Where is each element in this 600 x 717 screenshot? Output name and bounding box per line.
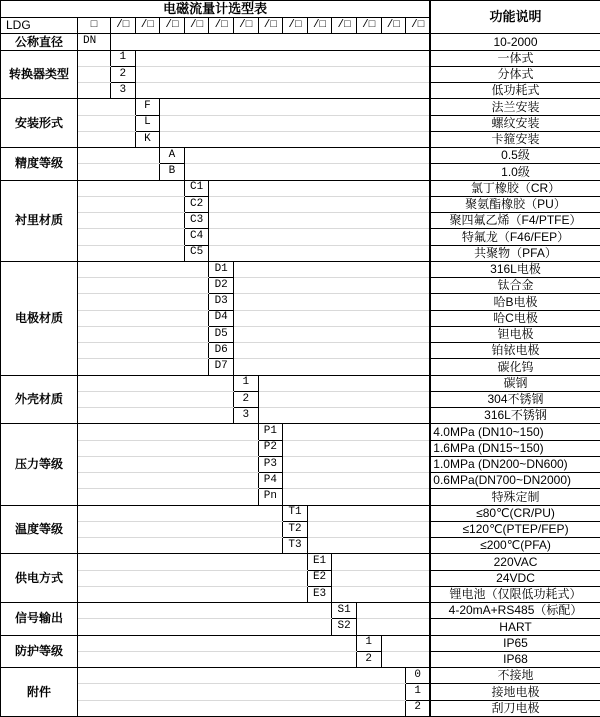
spacer: [78, 391, 234, 407]
spacer: [233, 294, 430, 310]
spacer: [283, 473, 431, 489]
spacer: [78, 359, 209, 375]
spacer: [283, 456, 431, 472]
option-code: DN: [78, 34, 111, 50]
spacer: [209, 245, 430, 261]
spacer: [78, 66, 111, 82]
spacer: [78, 213, 185, 229]
category-label: 温度等级: [1, 505, 78, 554]
category-label: 附件: [1, 668, 78, 717]
spacer: [258, 408, 430, 424]
spacer: [78, 245, 185, 261]
category-row: [1, 148, 600, 164]
option-code: 2: [356, 651, 381, 667]
option-code: E3: [307, 586, 332, 602]
category-row: [1, 180, 600, 196]
option-desc: 法兰安装: [430, 99, 600, 115]
option-code: D1: [209, 261, 234, 277]
spacer: [307, 538, 430, 554]
category-row: [1, 521, 600, 537]
category-row: [1, 326, 600, 342]
model-box-cell: □: [78, 18, 111, 34]
option-code: P2: [258, 440, 283, 456]
spacer: [184, 148, 430, 164]
category-row: [1, 359, 600, 375]
option-code: D6: [209, 343, 234, 359]
spacer: [78, 473, 259, 489]
option-desc: 接地电极: [430, 684, 600, 700]
option-code: 1: [233, 375, 258, 391]
spacer: [160, 99, 431, 115]
spacer: [381, 635, 430, 651]
category-row: [1, 489, 600, 505]
spacer: [78, 505, 283, 521]
slot-cell: /□: [381, 18, 406, 34]
spacer: [78, 83, 111, 99]
table-title: 电磁流量计选型表: [1, 1, 431, 18]
option-desc: 0.6MPa(DN700~DN2000): [430, 473, 600, 489]
slot-cell: /□: [283, 18, 308, 34]
option-desc: 4-20mA+RS485（标配）: [430, 603, 600, 619]
option-code: 1: [406, 684, 431, 700]
option-desc: 聚四氟乙烯（F4/PTFE）: [430, 213, 600, 229]
spacer: [160, 115, 431, 131]
spacer: [78, 586, 308, 602]
spacer: [78, 148, 160, 164]
category-label: 电极材质: [1, 261, 78, 375]
spacer: [78, 310, 209, 326]
option-desc: 特氟龙（F46/FEP）: [430, 229, 600, 245]
spacer: [233, 310, 430, 326]
spacer: [78, 375, 234, 391]
option-code: E1: [307, 554, 332, 570]
option-code: P1: [258, 424, 283, 440]
category-row: [1, 456, 600, 472]
spacer: [209, 180, 430, 196]
spacer: [283, 440, 431, 456]
option-desc: 不接地: [430, 668, 600, 684]
option-desc: 碳钢: [430, 375, 600, 391]
slot-cell: /□: [258, 18, 283, 34]
spacer: [209, 196, 430, 212]
spacer: [332, 570, 430, 586]
category-row: [1, 294, 600, 310]
option-code: 2: [111, 66, 136, 82]
spacer: [135, 66, 430, 82]
option-code: D4: [209, 310, 234, 326]
category-row: [1, 684, 600, 700]
option-desc: ≤80℃(CR/PU): [430, 505, 600, 521]
category-row-dn: [1, 34, 600, 50]
category-row: [1, 115, 600, 131]
category-row: [1, 619, 600, 635]
option-desc: 钽电极: [430, 326, 600, 342]
option-desc: 1.0级: [430, 164, 600, 180]
option-code: L: [135, 115, 160, 131]
option-desc: IP68: [430, 651, 600, 667]
option-desc: 304不锈钢: [430, 391, 600, 407]
option-code: B: [160, 164, 185, 180]
spacer: [78, 278, 209, 294]
spacer: [78, 196, 185, 212]
spacer: [135, 83, 430, 99]
spacer: [78, 180, 185, 196]
option-desc: 220VAC: [430, 554, 600, 570]
spacer: [184, 164, 430, 180]
spacer: [78, 408, 234, 424]
spacer: [233, 359, 430, 375]
category-label: 精度等级: [1, 148, 78, 181]
category-row: [1, 164, 600, 180]
spacer: [307, 505, 430, 521]
slot-cell: /□: [406, 18, 431, 34]
spacer: [78, 131, 136, 147]
option-desc: 碳化钨: [430, 359, 600, 375]
option-code: T1: [283, 505, 308, 521]
spacer: [78, 164, 160, 180]
category-row: [1, 473, 600, 489]
option-desc: 特殊定制: [430, 489, 600, 505]
slot-cell: /□: [135, 18, 160, 34]
category-label: 安装形式: [1, 99, 78, 148]
spacer: [78, 603, 332, 619]
category-row: [1, 66, 600, 82]
slot-cell: /□: [233, 18, 258, 34]
spacer: [78, 115, 136, 131]
spacer: [78, 489, 259, 505]
spacer: [78, 651, 357, 667]
slot-cell: /□: [111, 18, 136, 34]
spacer: [233, 326, 430, 342]
category-row: [1, 310, 600, 326]
slot-cell: /□: [356, 18, 381, 34]
option-code: D3: [209, 294, 234, 310]
option-code: C2: [184, 196, 209, 212]
spacer: [78, 619, 332, 635]
option-desc: 共聚物（PFA）: [430, 245, 600, 261]
category-row: [1, 50, 600, 66]
category-row: [1, 261, 600, 277]
category-label: 转换器类型: [1, 50, 78, 99]
option-code: P3: [258, 456, 283, 472]
slot-cell: /□: [332, 18, 357, 34]
category-row: [1, 635, 600, 651]
function-column-header: 功能说明: [430, 1, 600, 34]
option-code: C4: [184, 229, 209, 245]
spacer: [332, 586, 430, 602]
option-desc: 氯丁橡胶（CR）: [430, 180, 600, 196]
option-desc: 钛合金: [430, 278, 600, 294]
spacer: [307, 521, 430, 537]
spacer: [78, 635, 357, 651]
option-desc: 4.0MPa (DN10~150): [430, 424, 600, 440]
option-desc: 卡箍安装: [430, 131, 600, 147]
category-row: [1, 83, 600, 99]
slot-cell: /□: [160, 18, 185, 34]
category-label: 压力等级: [1, 424, 78, 505]
slot-cell: /□: [184, 18, 209, 34]
spacer: [78, 440, 259, 456]
option-desc: ≤120℃(PTEP/FEP): [430, 521, 600, 537]
option-code: F: [135, 99, 160, 115]
option-code: P4: [258, 473, 283, 489]
category-row: [1, 408, 600, 424]
option-desc: 哈B电极: [430, 294, 600, 310]
option-desc: 24VDC: [430, 570, 600, 586]
category-row: [1, 440, 600, 456]
model-prefix: LDG: [1, 18, 78, 34]
category-row: [1, 196, 600, 212]
category-row: [1, 99, 600, 115]
option-desc: 一体式: [430, 50, 600, 66]
option-desc: 锂电池（仅限低功耗式）: [430, 586, 600, 602]
category-row: [1, 505, 600, 521]
category-row: [1, 651, 600, 667]
option-desc: IP65: [430, 635, 600, 651]
option-code: D5: [209, 326, 234, 342]
option-code: A: [160, 148, 185, 164]
spacer: [78, 343, 209, 359]
option-desc: 铂铱电极: [430, 343, 600, 359]
spacer: [233, 261, 430, 277]
spacer: [78, 50, 111, 66]
option-code: C1: [184, 180, 209, 196]
spacer: [356, 603, 430, 619]
category-row: [1, 424, 600, 440]
category-row: [1, 245, 600, 261]
spacer: [332, 554, 430, 570]
spacer: [78, 684, 406, 700]
spacer: [258, 391, 430, 407]
category-row: [1, 586, 600, 602]
option-code: D7: [209, 359, 234, 375]
category-row: [1, 700, 600, 716]
spacer: [78, 99, 136, 115]
category-row: [1, 213, 600, 229]
category-label: 防护等级: [1, 635, 78, 668]
spacer: [78, 456, 259, 472]
option-code: 2: [233, 391, 258, 407]
option-desc: 316L电极: [430, 261, 600, 277]
spacer: [78, 538, 283, 554]
option-desc: 1.6MPa (DN15~150): [430, 440, 600, 456]
option-code: 2: [406, 700, 431, 716]
spacer: [283, 489, 431, 505]
category-row: [1, 668, 600, 684]
category-row: [1, 538, 600, 554]
option-code: S1: [332, 603, 357, 619]
category-row: [1, 570, 600, 586]
option-code: T3: [283, 538, 308, 554]
category-row: [1, 554, 600, 570]
slot-cell: /□: [307, 18, 332, 34]
category-row: [1, 229, 600, 245]
category-label: 供电方式: [1, 554, 78, 603]
category-label: 信号输出: [1, 603, 78, 636]
option-code: C3: [184, 213, 209, 229]
option-code: 1: [356, 635, 381, 651]
option-desc: ≤200℃(PFA): [430, 538, 600, 554]
option-code: T2: [283, 521, 308, 537]
option-desc: 低功耗式: [430, 83, 600, 99]
spacer: [209, 229, 430, 245]
spacer: [209, 213, 430, 229]
option-desc: 刮刀电极: [430, 700, 600, 716]
spacer: [233, 278, 430, 294]
option-code: 0: [406, 668, 431, 684]
option-code: E2: [307, 570, 332, 586]
category-row: [1, 375, 600, 391]
spacer: [356, 619, 430, 635]
spacer: [78, 570, 308, 586]
option-code: 3: [233, 408, 258, 424]
spacer: [233, 343, 430, 359]
spacer: [111, 34, 431, 50]
option-code: S2: [332, 619, 357, 635]
option-code: 1: [111, 50, 136, 66]
spacer: [78, 326, 209, 342]
spacer: [78, 521, 283, 537]
category-label: 衬里材质: [1, 180, 78, 261]
option-code: K: [135, 131, 160, 147]
spacer: [78, 424, 259, 440]
category-label: 公称直径: [1, 34, 78, 50]
option-desc: 哈C电极: [430, 310, 600, 326]
option-code: D2: [209, 278, 234, 294]
option-code: Pn: [258, 489, 283, 505]
option-desc: 聚氨酯橡胶（PU）: [430, 196, 600, 212]
option-desc: 螺纹安装: [430, 115, 600, 131]
category-row: [1, 278, 600, 294]
spacer: [78, 294, 209, 310]
spacer: [78, 668, 406, 684]
spacer: [135, 50, 430, 66]
spacer: [78, 229, 185, 245]
option-desc: 分体式: [430, 66, 600, 82]
spacer: [283, 424, 431, 440]
spacer: [78, 554, 308, 570]
category-row: [1, 391, 600, 407]
category-row: [1, 131, 600, 147]
option-code: C5: [184, 245, 209, 261]
option-code: 3: [111, 83, 136, 99]
spacer: [381, 651, 430, 667]
spacer: [258, 375, 430, 391]
option-desc: 0.5级: [430, 148, 600, 164]
category-label: 外壳材质: [1, 375, 78, 424]
option-desc: 10-2000: [430, 34, 600, 50]
spacer: [160, 131, 431, 147]
category-row: [1, 603, 600, 619]
category-row: [1, 343, 600, 359]
option-desc: 316L不锈钢: [430, 408, 600, 424]
spacer: [78, 261, 209, 277]
spacer: [78, 700, 406, 716]
slot-cell: /□: [209, 18, 234, 34]
option-desc: 1.0MPa (DN200~DN600): [430, 456, 600, 472]
option-desc: HART: [430, 619, 600, 635]
